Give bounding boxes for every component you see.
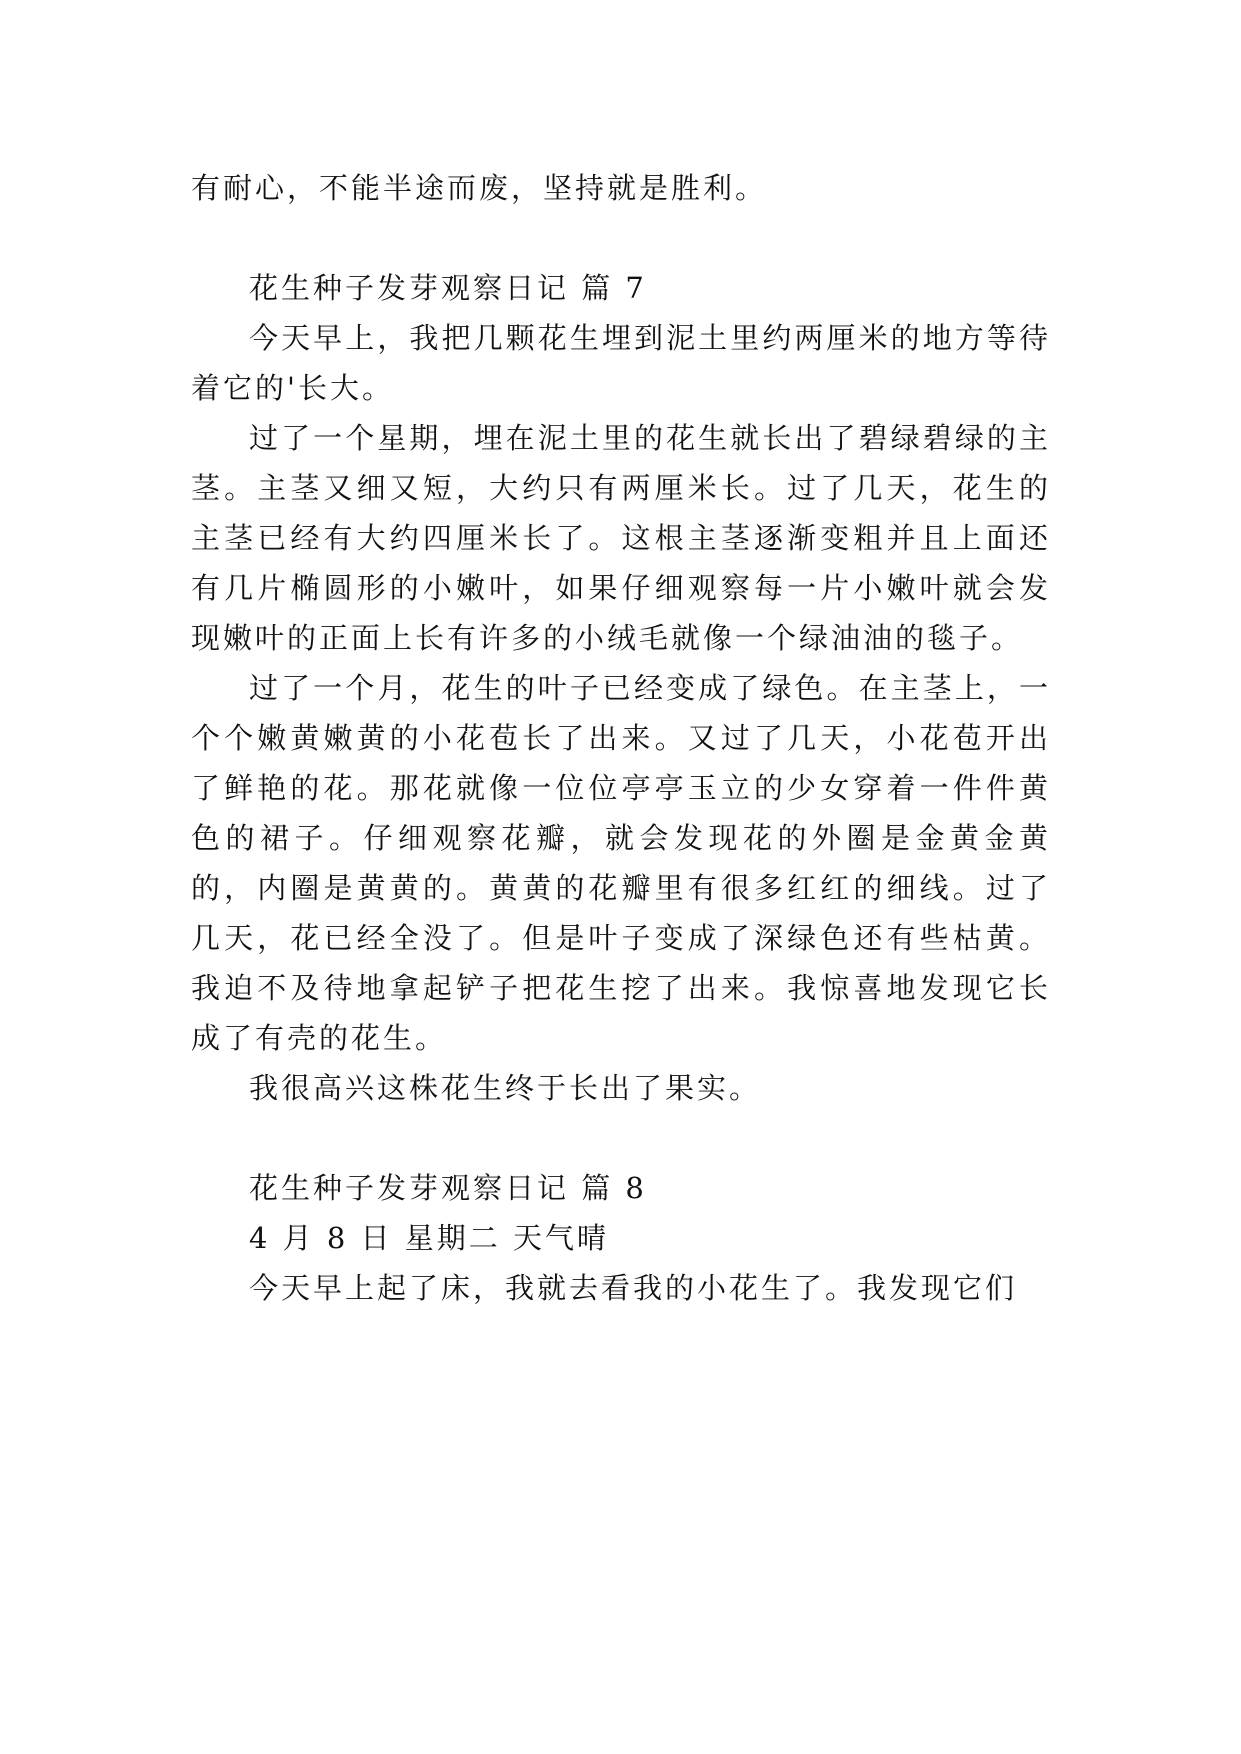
section-heading-7: 花生种子发芽观察日记 篇 7 xyxy=(249,271,647,305)
paragraph-8-1: 今天早上起了床，我就去看我的小花生了。我发现它们 xyxy=(249,1271,1018,1305)
paragraph-7-2: 过了一个星期，埋在泥土里的花生就长出了碧绿碧绿的主茎。主茎又细又短，大约只有两厘米长。过了几天，花生的主茎已经有大约四厘米长了。这根主茎逐渐变粗并且上面还有几片椭圆形的小嫩叶，如果仔细观察每一片小嫩叶就会发现嫩叶的正面上长有许多的小绒毛就像一个绿油油的毯子。 xyxy=(191,421,1051,655)
paragraph-continuation: 有耐心，不能半途而废，坚持就是胜利。 xyxy=(191,171,768,205)
diary-date-line: 4 月 8 日 星期二 天气晴 xyxy=(249,1221,609,1255)
section-gap xyxy=(191,213,1051,263)
paragraph-7-3: 过了一个月，花生的叶子已经变成了绿色。在主茎上，一个个嫩黄嫩黄的小花苞长了出来。又过了几天，小花苞开出了鲜艳的花。那花就像一位位亭亭玉立的少女穿着一件件黄色的裙子。仔细观察花瓣，就会发现花的外圈是金黄金黄的，内圈是黄黄的。黄黄的花瓣里有很多红红的细线。过了几天，花已经全没了。但是叶子变成了深绿色还有些枯黄。我迫不及待地拿起铲子把花生挖了出来。我惊喜地发现它长成了有壳的花生。 xyxy=(191,671,1051,1055)
section-gap xyxy=(191,1113,1051,1163)
section-heading-8: 花生种子发芽观察日记 篇 8 xyxy=(249,1171,647,1205)
paragraph-7-4: 我很高兴这株花生终于长出了果实。 xyxy=(249,1071,762,1105)
document-page xyxy=(191,163,1051,1313)
paragraph-7-1: 今天早上，我把几颗花生埋到泥土里约两厘米的地方等待着它的'长大。 xyxy=(191,321,1051,405)
